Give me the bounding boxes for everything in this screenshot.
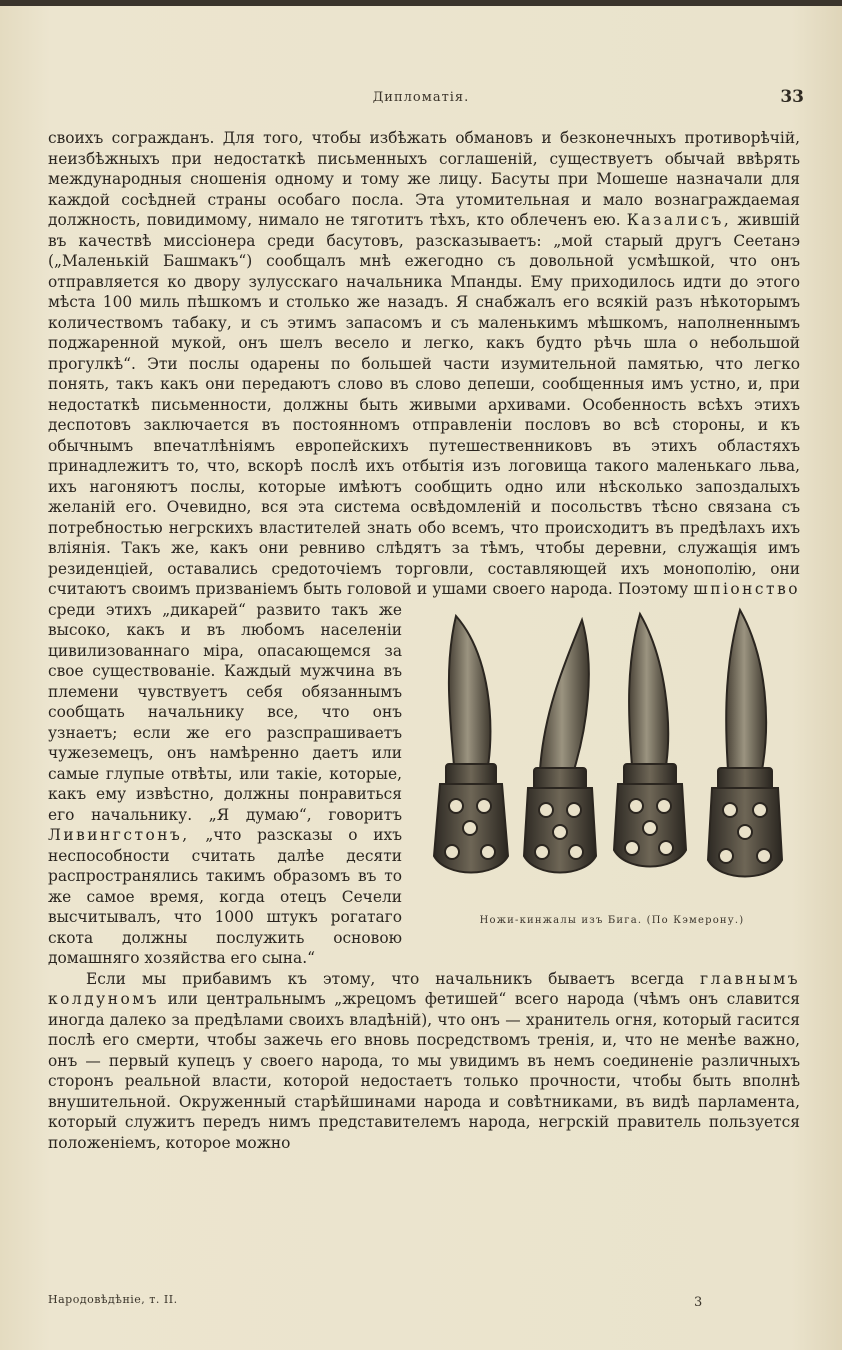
top-border (0, 0, 842, 6)
dagger-knives-illustration (416, 606, 808, 936)
footer-book-title: Народовѣдѣніе, т. II. (48, 1293, 178, 1306)
paragraph-2-part-1: Если мы прибавимъ къ этому, что начальникъ бываетъ всегда (86, 969, 685, 988)
page-number: 33 (780, 87, 804, 107)
knife-2 (524, 620, 596, 873)
footer-signature: 3 (694, 1295, 703, 1310)
name-casalis: Казалисъ, (626, 211, 732, 229)
paragraph-1 (48, 128, 800, 969)
word-espionage: шпіонство (693, 580, 800, 598)
paragraph-2 (48, 969, 800, 1154)
knife-3 (614, 614, 686, 867)
paragraph-1-part-4: „что разсказы о ихъ неспособности считать далѣе десяти распространялись такимъ образомъ въ то же самое время, когда отецъ Сечели высчитывалъ, что 1000 штукъ рогатаго скота должны послужить основою домашняго хозяйства его сына.“ (48, 826, 402, 967)
knife-1 (434, 616, 508, 873)
running-title: Дипломатія. (372, 90, 470, 105)
paragraph-1-part-3: среди этихъ „дикарей“ развито такъ же высоко, какъ и въ любомъ населеніи цивилизованнаго міра, опасающемся за свое существованіе. Каждый мужчина въ племени чувствуетъ себя обязаннымъ сообщать начальнику все, что онъ узнаетъ; если же его разспрашиваетъ чужеземецъ, онъ намѣренно даетъ или самые глупые отвѣты, или такіе, которые, какъ ему извѣстно, должны понравиться его начальнику. „Я думаю“, говоритъ (48, 600, 402, 824)
figure-caption: Ножи-кинжалы изъ Бига. (По Кэмерону.) (479, 915, 745, 926)
paragraph-1-part-2: жившій въ качествѣ миссіонера среди басутовъ, разсказываетъ: „мой старый другъ Сеетанэ („Маленькій Башмакъ“) сообщалъ мнѣ ежегодно съ довольной усмѣшкой, что онъ отправляется ко двору зулусскаго начальника Мпанды. Ему приходилось идти до этого мѣста 100 миль пѣшкомъ и столько же назадъ. Я снабжалъ его всякій разъ нѣкоторымъ количествомъ табаку, и съ этимъ запасомъ и съ маленькимъ мѣшкомъ, наполненнымъ поджаренной мукой, онъ шелъ весело и легко, какъ будто рѣчь шла о небольшой прогулкѣ“. Эти послы одарены по большей части изумительной памятью, что легко понять, такъ какъ они передаютъ слово въ слово депеши, сообщенныя имъ устно, и, при недостаткѣ письменности, должны быть живыми архивами. Особенность всѣхъ этихъ деспотовъ заключается въ постоянномъ отправленіи пословъ во всѣ стороны, и къ обычнымъ впечатлѣніямъ европейскихъ путешественниковъ въ этихъ областяхъ принадлежитъ то, что, вскорѣ послѣ ихъ отбытія изъ логовища такого маленькаго льва, ихъ нагоняютъ послы, которые имѣютъ сообщить одно или нѣсколько запоздалыхъ желаній его. Очевидно, вся эта система освѣдомленій и посольствъ тѣсно связана съ потребностью негрскихъ властителей знать обо всемъ, что происходитъ въ предѣлахъ ихъ вліянія. Такъ же, какъ они ревниво слѣдятъ за тѣмъ, чтобы деревни, служащія имъ резиденціей, оставались средоточіемъ торговли, составляющей ихъ монополію, они считаютъ своимъ призваніемъ быть головой и ушами своего народа. Поэтому (48, 211, 800, 598)
word-chief-sorcerer: главнымъ колдуномъ (48, 969, 800, 1008)
paragraph-1-part-1: своихъ согражданъ. Для того, чтобы избѣжать обмановъ и безконечныхъ противорѣчій, неизбѣжныхъ при недостаткѣ письменныхъ соглашеній, существуетъ обычай ввѣрять международныя сношенія одному и тому же лицу. Басуты при Мошеше назначали для каждой сосѣдней страны особаго посла. Эта утомительная и мало вознаграждаемая должность, повидимому, нимало не тяготитъ тѣхъ, кто облеченъ ею. (48, 129, 800, 229)
running-header (0, 87, 842, 110)
knife-4 (708, 610, 782, 877)
paragraph-2-part-2: или центральнымъ „жрецомъ фетишей“ всего народа (чѣмъ онъ славится иногда далеко за предѣлами своихъ владѣній), что онъ — хранитель огня, который гасится послѣ его смерти, чтобы зажечь его вновь посредствомъ тренія, и, что не менѣе важно, онъ — первый купецъ у своего народа, то мы увидимъ въ немъ соединеніе различныхъ сторонъ реальной власти, которой недостаетъ только прочности, чтобы быть вполнѣ внушительной. Окруженный старѣйшинами народа и совѣтниками, въ видѣ парламента, который служитъ передъ нимъ представителемъ народа, негрскій правитель пользуется положеніемъ, которое можно (48, 990, 800, 1152)
name-livingstone: Ливингстонъ, (48, 826, 190, 844)
body-text (48, 128, 800, 1153)
figure-daggers (416, 606, 808, 936)
